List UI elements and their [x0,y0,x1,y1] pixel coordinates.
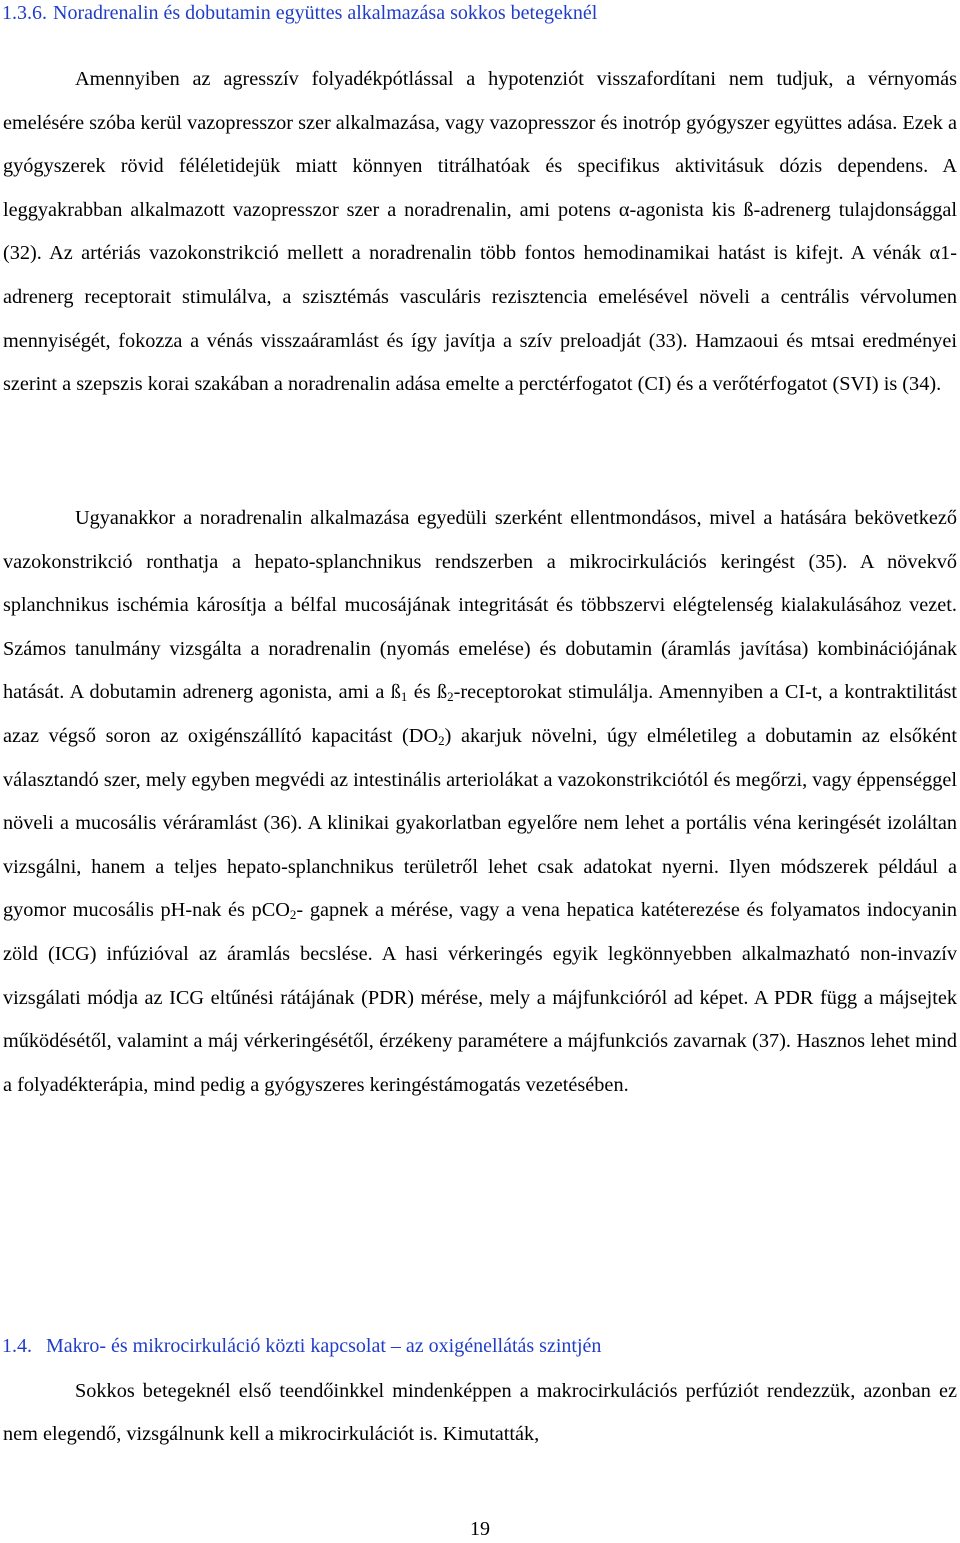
paragraph-text: - gapnek a mérése, vagy a vena hepatica katéterezése és folyamatos indocyanin zöld (ICG) infúzióval az áramlás becslése. A hasi vérkeringés egyik legkönnyebben alkalmazható non-invazív vizsgálati módja az ICG eltűnési rátájának (PDR) mérése, mely a májfunkcióról ad képet. A PDR függ a májsejtek működésétől, valamint a máj vérkeringésétől, érzékeny paramétere a májfunkciós zavarnak (37). Hasznos lehet mind a folyadékterápia, mind pedig a gyógyszeres keringéstámogatás vezetésében. [3,899,957,1096]
paragraph-macro-micro: Sokkos betegeknél első teendőinkkel mindenképpen a makrocirkulációs perfúziót rendezzük, azonban ez nem elegendő, vizsgálnunk kell a mikrocirkulációt is. Kimutatták, [3,1380,957,1446]
section-number: 1.4. [2,1335,32,1357]
subscript-do2: 2 [438,732,445,748]
subscript-beta-1: 1 [400,689,408,705]
paragraph-text: és ß [407,681,448,704]
paragraph-text: -receptorokat stimulálja. Amennyiben a CI-t, a kontraktilitást azaz végső soron az oxigénszállító kapacitást (DO [3,681,957,747]
paragraph-text: Ugyanakkor a noradrenalin alkalmazása egyedüli szerként ellentmondásos, mivel a hatására bekövetkező vazokonstrikció ronthatja a hepato-splanchnikus rendszerben a mikrocirkulációs keringést (35). A növekvő splanchnikus ischémia károsítja a bélfal mucosájának integritását és többszervi elégtelenség kialakulásához vezet. Számos tanulmány vizsgálta a noradrenalin (nyomás emelése) és dobutamin (áramlás javítása) kombinációjának hatását. A dobutamin adrenerg agonista, ami a ß [3,507,957,704]
section-number: 1.3.6. [2,2,47,24]
paragraph-dobutamin-combination [3,497,957,1107]
paragraph-noradrenalin-intro: Amennyiben az agresszív folyadékpótlással a hypotenziót visszafordítani nem tudjuk, a vérnyomás emelésére szóba kerül vazopresszor szer alkalmazása, vagy vazopresszor és inotróp gyógyszer együttes adása. Ezek a gyógyszerek rövid féléletidejük miatt könnyen titrálhatóak és specifikus aktivitásuk dózis dependens. A leggyakrabban alkalmazott vazopresszor szer a noradrenalin, ami potens α-agonista kis ß-adrenerg tulajdonsággal (32). Az artériás vazokonstrikció mellett a noradrenalin több fontos hemodinamikai hatást is kifejt. A vénák α1-adrenerg receptorait stimulálva, a szisztémás vasculáris rezisztencia emelésével növeli a centrális vérvolumen mennyiségét, fokozza a vénás visszaáramlást és így javítja a szív preloadját (33). Hamzaoui és mtsai eredményei szerint a szepszis korai szakában a noradrenalin adása emelte a perctérfogatot (CI) és a verőtérfogatot (SVI) is (34). [3,68,957,396]
subscript-beta-2: 2 [447,689,454,705]
section-title: Noradrenalin és dobutamin együttes alkalmazása sokkos betegeknél [53,2,598,24]
paragraph-text: ) akarjuk növelni, úgy elméletileg a dobutamin az elsőként választandó szer, mely egyben megvédi az intestinális arteriolákat a vazokonstrikciótól és megőrzi, vagy éppenséggel növeli a mucosális véráramlást (36). A klinikai gyakorlatban egyelőre nem lehet a portális véna keringését izoláltan vizsgálni, hanem a teljes hepato-splanchnikus területről lehet csak adatokat nyerni. Ilyen módszerek például a gyomor mucosális pH-nak és pCO [3,724,957,922]
section-heading-1-3-6 [2,0,597,26]
section-heading-1-4 [2,1333,601,1359]
section-title: Makro- és mikrocirkuláció közti kapcsolat – az oxigénellátás szintjén [46,1335,602,1357]
subscript-pco2: 2 [289,907,297,923]
page-number: 19 [470,1518,490,1540]
